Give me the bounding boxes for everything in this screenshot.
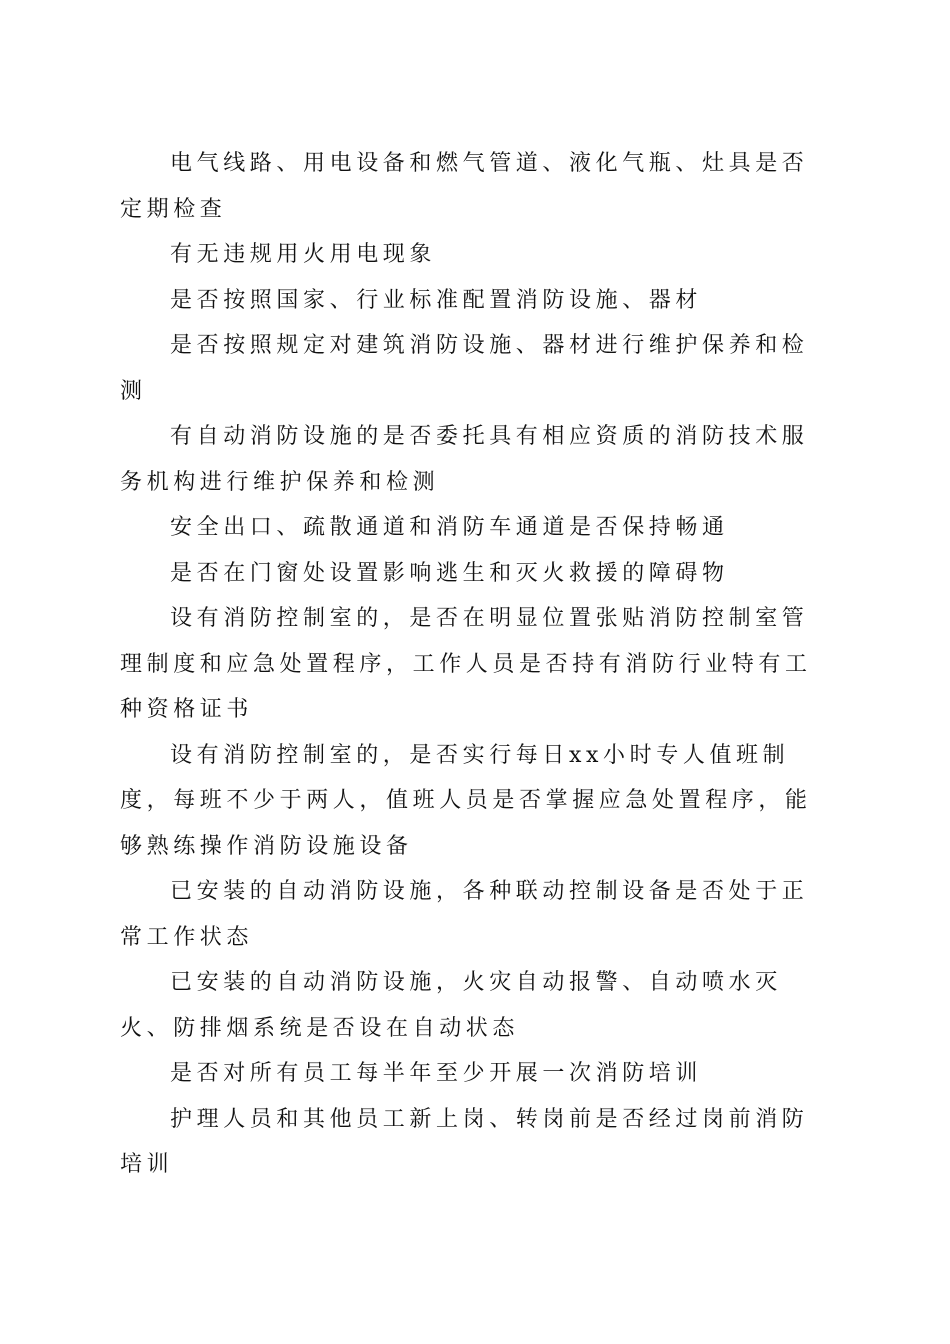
paragraph: 是否在门窗处设置影响逃生和灭火救援的障碍物 [170, 560, 729, 586]
paragraph: 是否对所有员工每半年至少开展一次消防培训 [170, 1061, 703, 1086]
paragraph: 电气线路、用电设备和燃气管道、液化气瓶、灶具是否定期检查 [120, 151, 809, 222]
paragraph: 已安装的自动消防设施，各种联动控制设备是否处于正常工作状态 [120, 879, 809, 950]
document-body [120, 141, 826, 1188]
paragraph: 有自动消防设施的是否委托具有相应资质的消防技术服务机构进行维护保养和检测 [120, 424, 809, 495]
paragraph: 设有消防控制室的，是否实行每日xx小时专人值班制度，每班不少于两人，值班人员是否掌握应急处置程序，能够熟练操作消防设施设备 [120, 742, 812, 859]
paragraph: 是否按照国家、行业标准配置消防设施、器材 [170, 287, 703, 313]
paragraph: 护理人员和其他员工新上岗、转岗前是否经过岗前消防培训 [120, 1106, 809, 1177]
paragraph: 安全出口、疏散通道和消防车通道是否保持畅通 [170, 515, 729, 540]
paragraph: 有无违规用火用电现象 [170, 242, 437, 267]
paragraph: 设有消防控制室的，是否在明显位置张贴消防控制室管理制度和应急处置程序，工作人员是否持有消防行业特有工种资格证书 [120, 606, 812, 722]
paragraph: 已安装的自动消防设施，火灾自动报警、自动喷水灭火、防排烟系统是否设在自动状态 [120, 970, 782, 1041]
paragraph: 是否按照规定对建筑消防设施、器材进行维护保养和检测 [120, 333, 809, 404]
